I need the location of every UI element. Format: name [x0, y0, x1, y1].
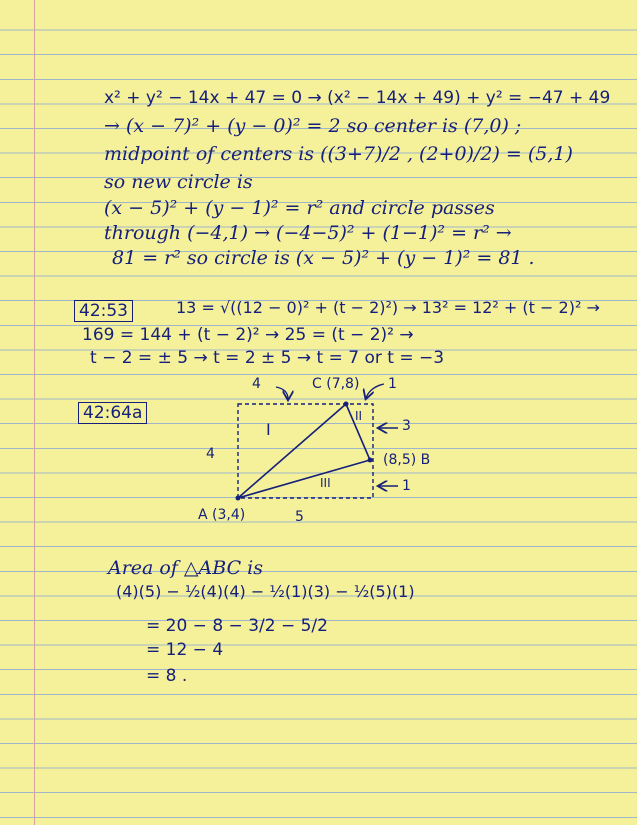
- point-b-dot: [368, 458, 373, 463]
- problem-tag-42-53: 42:53: [74, 300, 133, 322]
- region-3-label: III: [320, 476, 331, 490]
- region-1-label: I: [266, 420, 271, 439]
- circle-equation-line-1: x² + y² − 14x + 47 = 0 → (x² − 14x + 49) + y² = −47 + 49: [104, 88, 611, 108]
- top-dim-arrow: [276, 387, 288, 399]
- distance-line-3: t − 2 = ± 5 → t = 2 ± 5 → t = 7 or t = −3: [90, 348, 445, 368]
- area-heading: Area of △ABC is: [108, 557, 263, 579]
- area-line-3: = 12 − 4: [146, 640, 224, 660]
- circle-equation-line-2: → (x − 7)² + (y − 0)² = 2 so center is (7,0) ;: [104, 115, 522, 137]
- point-c-dot: [344, 402, 349, 407]
- triangle-abc: [238, 404, 370, 498]
- left-dim-label: 4: [206, 446, 215, 462]
- point-a-dot: [236, 496, 241, 501]
- point-a-label: A (3,4): [198, 507, 246, 523]
- area-result: = 8 .: [146, 666, 188, 686]
- circle-equation-line-4: so new circle is: [104, 171, 253, 193]
- bottom-dim-label: 5: [295, 509, 304, 525]
- point-b-label: (8,5) B: [383, 452, 431, 468]
- area-line-2: = 20 − 8 − 3/2 − 5/2: [146, 616, 328, 636]
- right-dim-upper-label: 3: [402, 418, 411, 434]
- right-dim-lower-label: 1: [402, 478, 411, 494]
- area-line-1: (4)(5) − ½(4)(4) − ½(1)(3) − ½(5)(1): [116, 582, 415, 601]
- distance-line-1: 13 = √((12 − 0)² + (t − 2)²) → 13² = 12² + (t − 2)² →: [176, 298, 600, 317]
- point-c-pointer-label: 1: [388, 376, 397, 392]
- circle-equation-line-7: 81 = r² so circle is (x − 5)² + (y − 1)² = 81 .: [112, 247, 535, 269]
- distance-line-2: 169 = 144 + (t − 2)² → 25 = (t − 2)² →: [82, 325, 414, 345]
- top-dim-label: 4: [252, 376, 261, 392]
- region-2-label: II: [355, 409, 363, 423]
- point-c-label: C (7,8): [312, 376, 360, 392]
- circle-equation-line-3: midpoint of centers is ((3+7)/2 , (2+0)/2) = (5,1): [104, 143, 573, 165]
- problem-tag-42-64a: 42:64a: [78, 402, 147, 424]
- c-pointer-arrow: [366, 384, 384, 398]
- circle-equation-line-6: through (−4,1) → (−4−5)² + (1−1)² = r² →: [104, 222, 512, 244]
- circle-equation-line-5: (x − 5)² + (y − 1)² = r² and circle passes: [104, 197, 495, 219]
